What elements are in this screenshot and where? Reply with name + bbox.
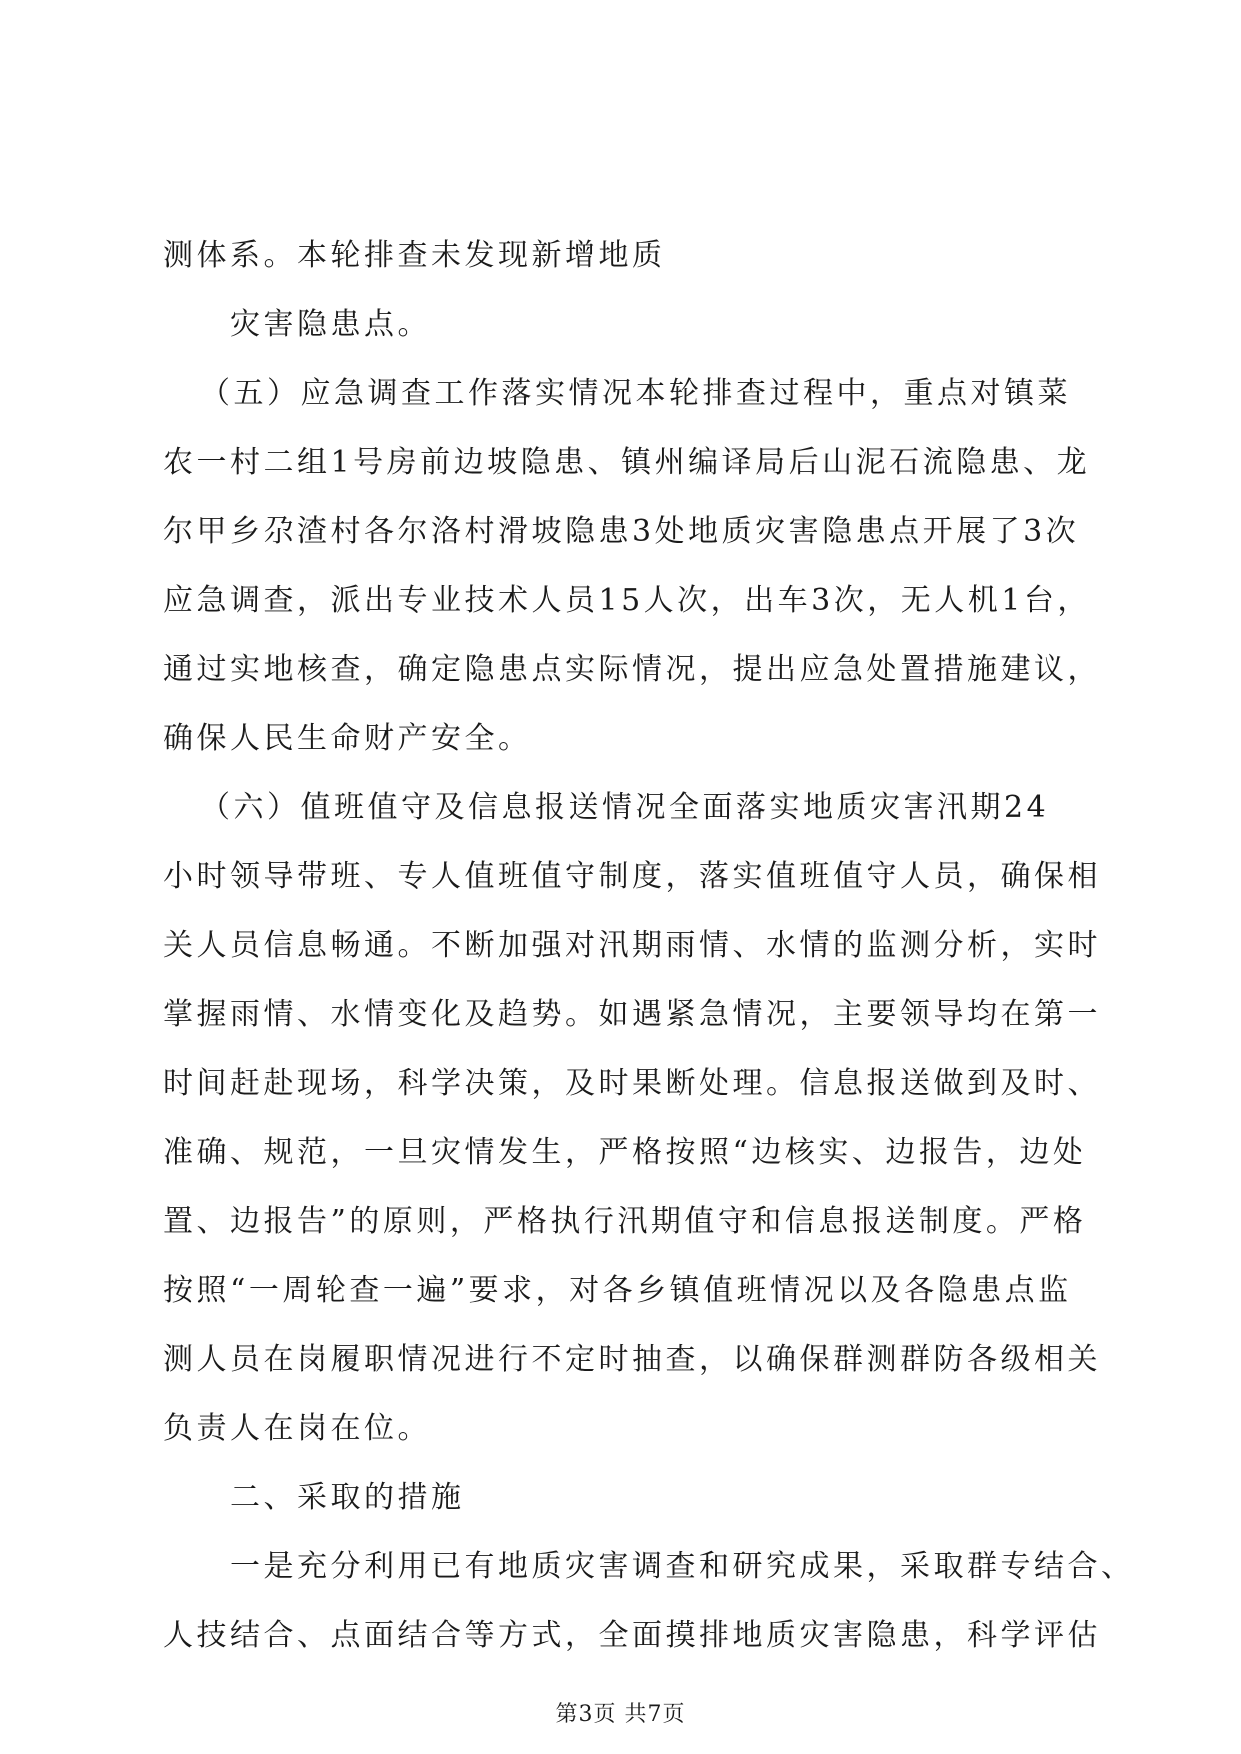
text-line: 应急调查，派出专业技术人员15人次，出车3次，无人机1台， (163, 583, 1091, 618)
text-line: 测体系。本轮排查未发现新增地质 (163, 238, 666, 273)
text-line: 尔甲乡尕渣村各尔洛村滑坡隐患3处地质灾害隐患点开展了3次 (163, 514, 1080, 549)
text-line: 时间赶赴现场，科学决策，及时果断处理。信息报送做到及时、 (163, 1066, 1101, 1101)
text-line: 负责人在岗在位。 (163, 1411, 431, 1446)
section-heading-5: （五）应急调查工作落实情况本轮排查过程中，重点对镇菜 (200, 376, 1071, 411)
page-footer: 第3页 共7页 (555, 1702, 686, 1727)
text-line: 农一村二组1号房前边坡隐患、镇州编译局后山泥石流隐患、龙 (163, 445, 1091, 480)
text-line: 一是充分利用已有地质灾害调查和研究成果，采取群专结合、 (230, 1549, 1135, 1584)
text-line: 小时领导带班、专人值班值守制度，落实值班值守人员，确保相 (163, 859, 1101, 894)
text-line: 灾害隐患点。 (230, 307, 431, 342)
text-line: 按照“一周轮查一遍”要求，对各乡镇值班情况以及各隐患点监 (163, 1273, 1072, 1308)
section-heading-6: （六）值班值守及信息报送情况全面落实地质灾害汛期24 (200, 790, 1050, 825)
text-line: 关人员信息畅通。不断加强对汛期雨情、水情的监测分析，实时 (163, 928, 1101, 963)
text-line: 掌握雨情、水情变化及趋势。如遇紧急情况，主要领导均在第一 (163, 997, 1101, 1032)
text-line: 测人员在岗履职情况进行不定时抽查，以确保群测群防各级相关 (163, 1342, 1101, 1377)
section-heading-measures: 二、采取的措施 (230, 1480, 465, 1515)
text-line: 人技结合、点面结合等方式，全面摸排地质灾害隐患，科学评估 (163, 1618, 1101, 1653)
text-line: 通过实地核查，确定隐患点实际情况，提出应急处置措施建议， (163, 652, 1101, 687)
text-line: 置、边报告”的原则，严格执行汛期值守和信息报送制度。严格 (163, 1204, 1087, 1239)
text-line: 确保人民生命财产安全。 (163, 721, 532, 756)
text-line: 准确、规范，一旦灾情发生，严格按照“边核实、边报告，边处 (163, 1135, 1087, 1170)
